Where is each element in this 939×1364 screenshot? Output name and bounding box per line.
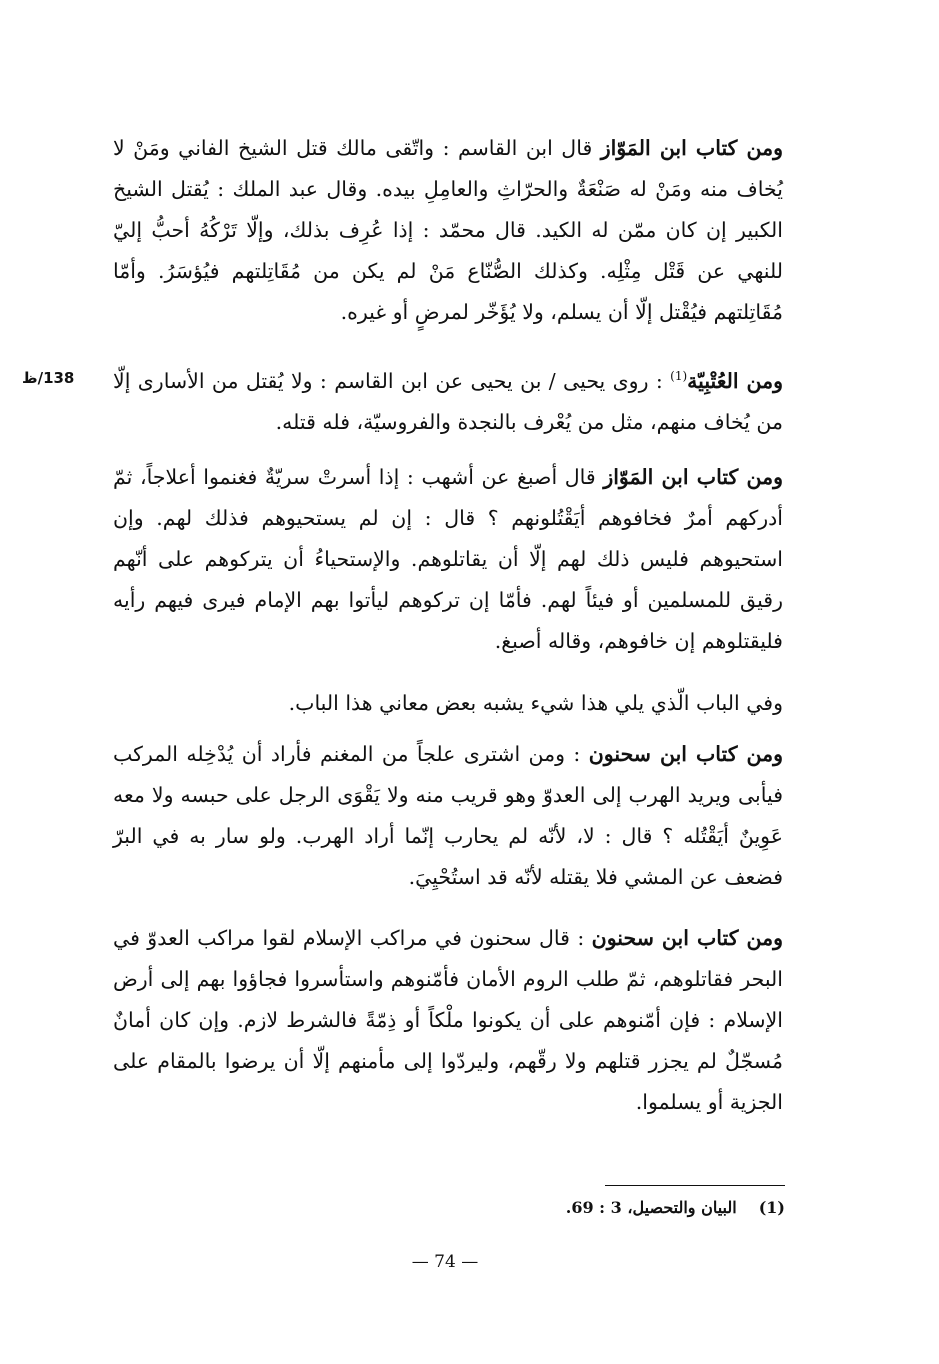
paragraph-6-text: : قال سحنون في مراكب الإسلام لقوا مراكب العدوّ في البحر فقاتلوهم، ثمّ طلب الروم الأمان فأمّنوهم واستأسروا فجاؤوا بهم إلى أرض الإسلام : فإن أمّنوهم على أن يكونوا ملْكاً أو ذِمّةً فالشرط لازم. وإن كان أمانٌ مُسجّلٌ لم يجزر قتلهم ولا رقّهم، وليردّوا إلى مأمنهم إلّا أن يرضوا بالمقام على الجزية أو يسلموا. bbox=[113, 926, 783, 1114]
paragraph-2-text: : روى يحيى / بن يحيى عن ابن القاسم : ولا يُقتل من الأسارى إلّا من يُخاف منهم، مثل من يُعْرف بالنجدة والفروسيّة، فله قتله. bbox=[113, 369, 783, 434]
paragraph-4-text: وفي الباب الّذي يلي هذا شيء يشبه بعض معاني هذا الباب. bbox=[288, 691, 783, 715]
footnote-marker: (1) bbox=[758, 1198, 785, 1217]
footnote bbox=[460, 1196, 785, 1220]
paragraph-2 bbox=[113, 361, 783, 443]
paragraph-3-lead: ومن كتاب ابن المَوّاز bbox=[603, 465, 783, 489]
paragraph-1-lead: ومن كتاب ابن المَوّاز bbox=[600, 136, 784, 160]
paragraph-5-text: : ومن اشترى علجاً من المغنم فأراد أن يُدْخِله المركب فيأبى ويريد الهرب إلى العدوّ وهو قريب منه ولا يَقْوَى الرجل على حبسه ولا معه عَوِينٌ أيَقْتُله ؟ قال : لا، لأنّه لم يحارب إنّما أراد الهرب. ولو سار به في البرّ فضعف عن المشي فلا يقتله لأنّه قد استُحْيِيَ. bbox=[113, 742, 783, 889]
footnote-reference: (1) bbox=[670, 369, 688, 384]
paragraph-5-lead: ومن كتاب ابن سحنون bbox=[588, 742, 783, 766]
paragraph-1 bbox=[113, 128, 783, 333]
paragraph-6-lead: ومن كتاب ابن سحنون bbox=[591, 926, 783, 950]
footnote-text: البيان والتحصيل، 3 : 69. bbox=[565, 1198, 737, 1217]
paragraph-3-text: قال أصبغ عن أشهب : إذا أسرتْ سريّةٌ فغنموا أعلاجاً، ثمّ أدركهم أمرٌ فخافوهم أيَقْتُلونهم ؟ قال : إن لم يستحيوهم فذلك لهم. وإن استحيوهم فليس ذلك لهم إلّا أن يقاتلوهم. والإستحياءُ أن يتركوهم على أنّهم رقيق للمسلمين أو فيئاً لهم. فأمّا إن تركوهم ليأتوا بهم الإمام فيرى فيهم رأيه فليقتلوهم إن خافوهم، وقاله أصبغ. bbox=[113, 465, 783, 653]
footnote-divider bbox=[605, 1185, 785, 1186]
folio-margin-note: 138/ظ bbox=[22, 369, 75, 387]
paragraph-1-text: قال ابن القاسم : واتّقى مالك قتل الشيخ الفاني ومَنْ لا يُخاف منه ومَنْ له صَنْعَةٌ والحرّاثِ والعامِلِ بيده. وقال عبد الملك : يُقتل الشيخ الكبير إن كان ممّن له الكيد. قال محمّد : إذا عُرِف بذلك، وإلّا تَرْكُهُ أحبُّ إليّ للنهي عن قَتْل مِثْلِه. وكذلك الصُّنّاع مَنْ لم يكن من مُقَاتِلتهم فيُؤسَرُ. وأمّا مُقَاتِلتهم فيُقْتل إلّا أن يسلم، ولا يُؤَخّر لمرضٍ أو غيره. bbox=[113, 136, 783, 324]
page-number: — 74 — bbox=[411, 1252, 479, 1272]
paragraph-6 bbox=[113, 918, 783, 1123]
paragraph-3 bbox=[113, 457, 783, 662]
paragraph-4 bbox=[113, 683, 783, 724]
paragraph-5 bbox=[113, 734, 783, 898]
paragraph-2-lead: ومن العُتْبِيّة bbox=[687, 369, 783, 393]
